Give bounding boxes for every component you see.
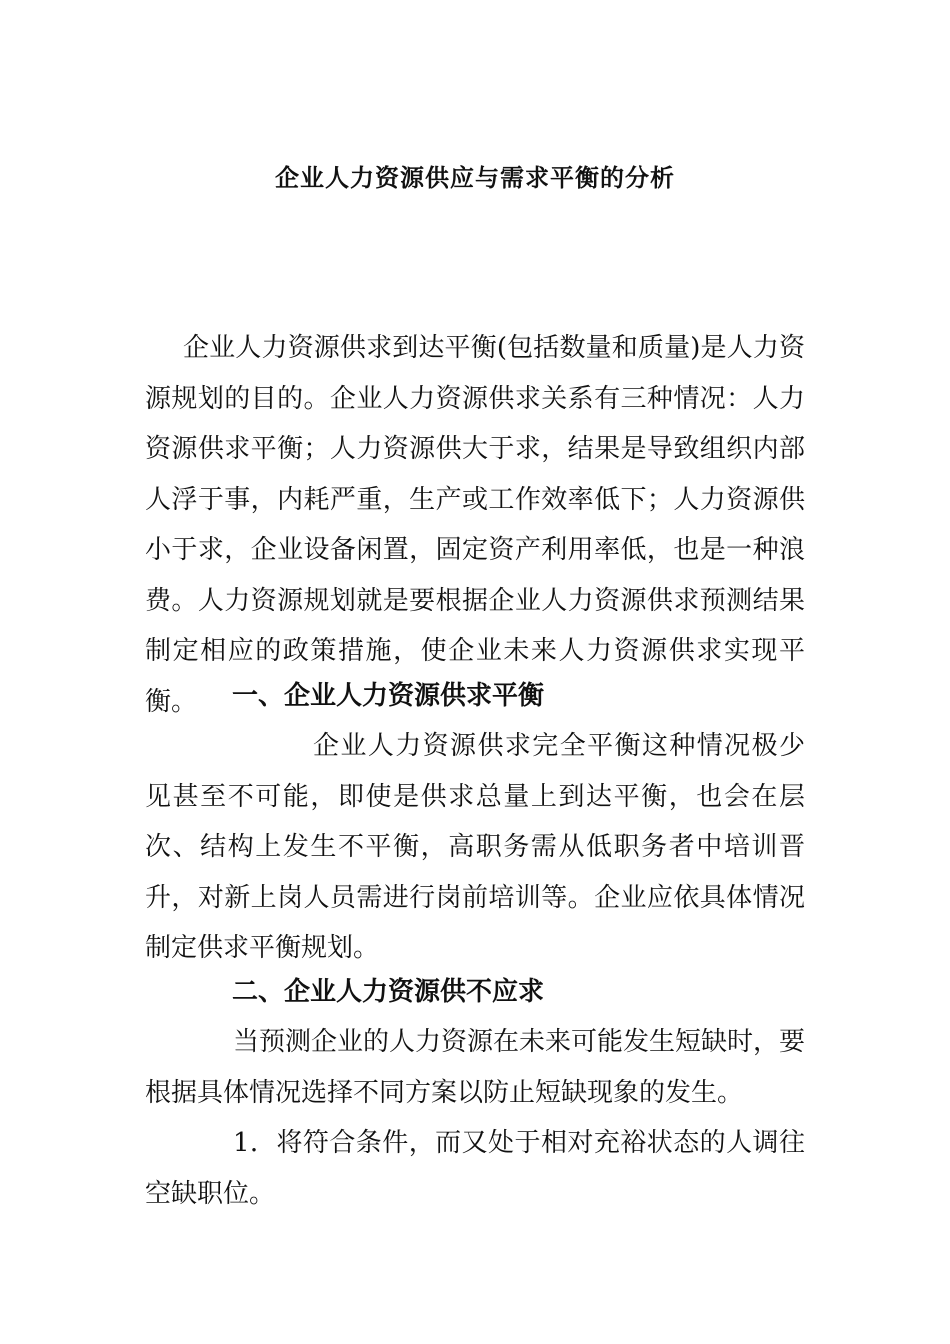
intro-paragraph: 企业人力资源供求到达平衡(包括数量和质量)是人力资源规划的目的。企业人力资源供求关系有三种情况：人力资源供求平衡；人力资源供大于求，结果是导致组织内部人浮于事，内耗严重，生产或工作效率低下；人力资源供小于求，企业设备闲置，固定资产利用率低，也是一种浪费。人力资源规划就是要根据企业人力资源供求预测结果制定相应的政策措施，使企业未来人力资源供求实现平衡。 [145, 333, 805, 717]
section2-heading: 二、企业人力资源供不应求 [232, 977, 545, 1007]
section2-list-item-1: 1．将符合条件，而又处于相对充裕状态的人调往空缺职位。 [145, 1128, 805, 1209]
section1-paragraph: 企业人力资源供求完全平衡这种情况极少见甚至不可能，即使是供求总量上到达平衡，也会在层次、结构上发生不平衡，高职务需从低职务者中培训晋升，对新上岗人员需进行岗前培训等。企业应依具体情况制定供求平衡规划。 [145, 731, 805, 963]
document-title: 企业人力资源供应与需求平衡的分析 [275, 163, 675, 192]
section1-heading: 一、企业人力资源供求平衡 [232, 681, 545, 711]
section2-paragraph: 当预测企业的人力资源在未来可能发生短缺时，要根据具体情况选择不同方案以防止短缺现象的发生。 [145, 1027, 806, 1108]
